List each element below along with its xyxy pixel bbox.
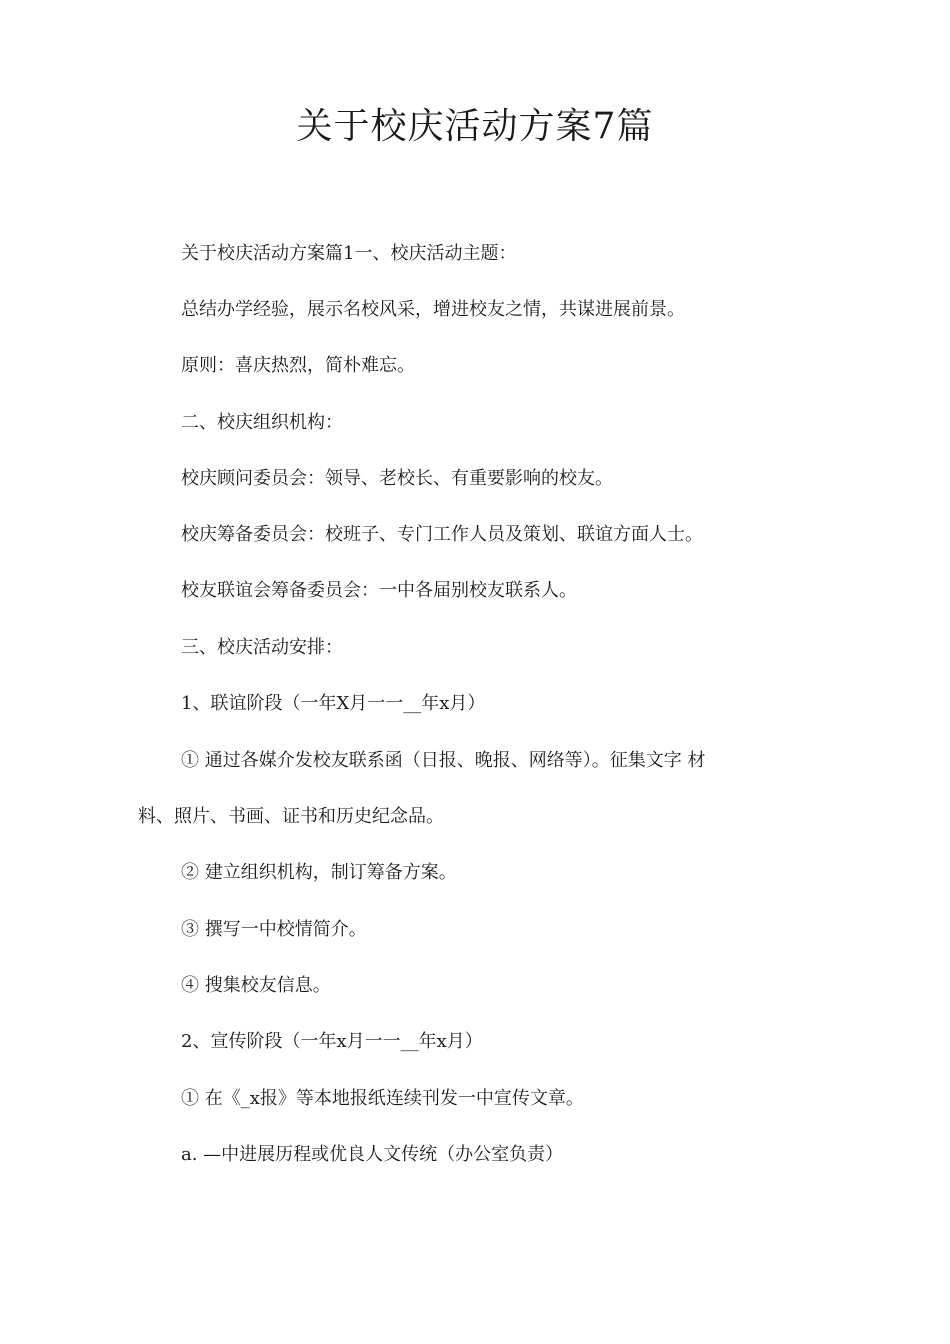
list-item-liaison-4: ④ 搜集校友信息。 (181, 975, 331, 996)
paragraph-intro-theme: 关于校庆活动方案篇1一、校庆活动主题： (181, 243, 517, 264)
paragraph-theme-content: 总结办学经验，展示名校风采，增进校友之情，共谋进展前景。 (181, 299, 685, 320)
document-title: 关于校庆活动方案7篇 (296, 106, 654, 147)
list-item-liaison-1: ① 通过各媒介发校友联系函（日报、晚报、网络等）。征集文字 材 (181, 750, 706, 771)
list-item-liaison-1-continued: 料、照片、书画、证书和历史纪念品。 (138, 806, 444, 827)
paragraph-preparatory-committee: 校庆筹备委员会：校班子、专门工作人员及策划、联谊方面人士。 (181, 524, 703, 545)
subheading-publicity-stage: 2、宣传阶段（一年x月一一__年x月） (181, 1031, 483, 1052)
section-heading-organization: 二、校庆组织机构： (181, 412, 343, 433)
list-item-publicity-1: ① 在《_x报》等本地报纸连续刊发一中宣传文章。 (181, 1088, 584, 1109)
list-item-liaison-2: ② 建立组织机构，制订筹备方案。 (181, 862, 457, 883)
paragraph-alumni-committee: 校友联谊会筹备委员会：一中各届别校友联系人。 (181, 580, 577, 601)
section-heading-arrangement: 三、校庆活动安排： (181, 637, 343, 658)
subheading-liaison-stage: 1、联谊阶段（一年X月一一__年x月） (181, 693, 486, 714)
list-item-liaison-3: ③ 撰写一中校情简介。 (181, 919, 367, 940)
list-item-publicity-a: a. —中进展历程或优良人文传统（办公室负责） (181, 1144, 564, 1165)
paragraph-advisory-committee: 校庆顾问委员会：领导、老校长、有重要影响的校友。 (181, 468, 613, 489)
paragraph-principle: 原则：喜庆热烈，简朴难忘。 (181, 355, 415, 376)
